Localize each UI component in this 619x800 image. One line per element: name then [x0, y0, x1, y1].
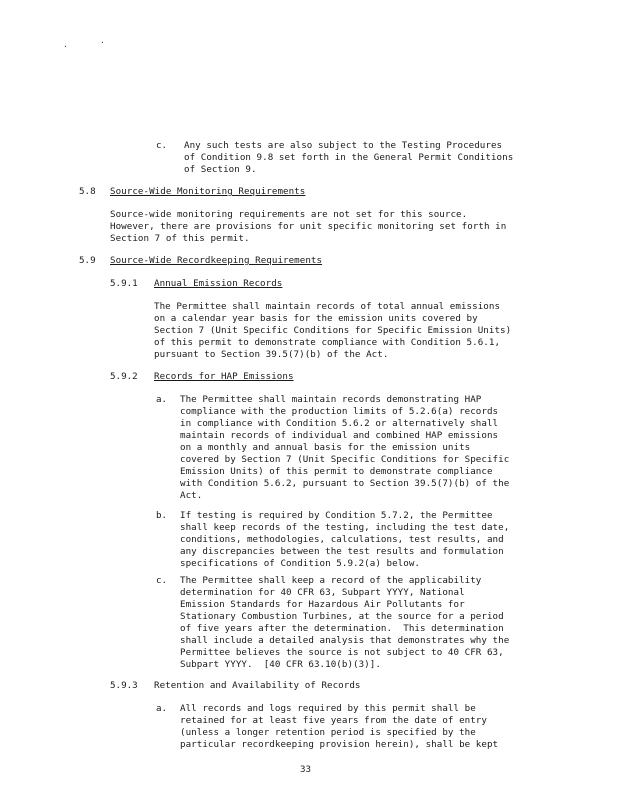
- section-5-9-2-b-line-1: If testing is required by Condition 5.7.2, the Permittee: [180, 510, 493, 521]
- page-number: 33: [300, 764, 312, 775]
- section-5-9-title: Source-Wide Recordkeeping Requirements: [110, 255, 323, 266]
- prev-item-c-line-2: of Condition 9.8 set forth in the General Permit Conditions: [184, 152, 514, 163]
- section-5-9-number: 5.9: [79, 255, 96, 266]
- section-5-9-3-number: 5.9.3: [110, 680, 138, 691]
- section-5-8-line-3: Section 7 of this permit.: [110, 233, 250, 244]
- section-5-9-1-number: 5.9.1: [110, 278, 138, 289]
- section-5-9-2-a-line-5: on a monthly and annual basis for the emission units: [180, 442, 471, 453]
- section-5-9-3-a-marker: a.: [156, 703, 168, 714]
- section-5-8-line-1: Source-wide monitoring requirements are not set for this source.: [110, 209, 468, 220]
- section-5-9-2-a-line-1: The Permittee shall maintain records demonstrating HAP: [180, 394, 482, 405]
- section-5-9-2-c-line-4: Stationary Combustion Turbines, at the source for a period: [180, 611, 504, 622]
- section-5-9-2-a-line-3: in compliance with Condition 5.6.2 or alternatively shall: [180, 418, 499, 429]
- header-mark: .: [63, 40, 68, 49]
- section-5-8-number: 5.8: [79, 186, 96, 197]
- section-5-9-2-c-line-6: shall include a detailed analysis that demonstrates why the: [180, 635, 510, 646]
- section-5-9-3-a-line-2: retained for at least five years from the date of entry: [180, 715, 487, 726]
- section-5-9-2-b-line-2: shall keep records of the testing, including the test date,: [180, 522, 510, 533]
- section-5-8-line-2: However, there are provisions for unit specific monitoring set forth in: [110, 221, 507, 232]
- section-5-9-3-a-line-3: (unless a longer retention period is specified by the: [180, 727, 476, 738]
- section-5-9-1-title: Annual Emission Records: [154, 278, 283, 289]
- section-5-9-2-b-line-5: specifications of Condition 5.9.2(a) below.: [180, 558, 420, 569]
- section-5-9-2-title: Records for HAP Emissions: [154, 371, 294, 382]
- section-5-9-2-c-line-5: of five years after the determination. This determination: [180, 623, 504, 634]
- section-5-8-title: Source-Wide Monitoring Requirements: [110, 186, 306, 197]
- section-5-9-3-title: Retention and Availability of Records: [154, 680, 361, 691]
- section-5-9-2-a-line-6: covered by Section 7 (Unit Specific Conditions for Specific: [180, 454, 510, 465]
- section-5-9-1-line-5: pursuant to Section 39.5(7)(b) of the Act.: [154, 349, 389, 360]
- prev-item-c-marker: c.: [156, 140, 168, 151]
- section-5-9-2-a-line-4: maintain records of individual and combined HAP emissions: [180, 430, 499, 441]
- section-5-9-2-c-line-8: Subpart YYYY. [40 CFR 63.10(b)(3)].: [180, 659, 381, 670]
- prev-item-c-line-1: Any such tests are also subject to the Testing Procedures: [184, 140, 503, 151]
- section-5-9-1-line-3: Section 7 (Unit Specific Conditions for Specific Emission Units): [154, 325, 512, 336]
- section-5-9-2-c-line-2: determination for 40 CFR 63, Subpart YYYY, National: [180, 587, 465, 598]
- section-5-9-2-c-line-7: Permittee believes the source is not subject to 40 CFR 63,: [180, 647, 504, 658]
- section-5-9-2-b-line-4: any discrepancies between the test results and formulation: [180, 546, 504, 557]
- section-5-9-3-a-line-1: All records and logs required by this permit shall be: [180, 703, 476, 714]
- section-5-9-1-line-2: on a calendar year basis for the emission units covered by: [154, 313, 478, 324]
- section-5-9-2-a-marker: a.: [156, 394, 168, 405]
- prev-item-c-line-3: of Section 9.: [184, 164, 257, 175]
- section-5-9-3-a-line-4: particular recordkeeping provision herein), shall be kept: [180, 739, 499, 750]
- section-5-9-2-c-marker: c.: [156, 575, 168, 586]
- section-5-9-2-number: 5.9.2: [110, 371, 138, 382]
- header-mark-2: ·: [100, 38, 105, 47]
- section-5-9-2-c-line-1: The Permittee shall keep a record of the applicability: [180, 575, 482, 586]
- section-5-9-2-b-marker: b.: [156, 510, 168, 521]
- section-5-9-2-a-line-2: compliance with the production limits of 5.2.6(a) records: [180, 406, 499, 417]
- section-5-9-2-a-line-7: Emission Units) of this permit to demonstrate compliance: [180, 466, 493, 477]
- section-5-9-1-line-4: of this permit to demonstrate compliance with Condition 5.6.1,: [154, 337, 501, 348]
- section-5-9-2-c-line-3: Emission Standards for Hazardous Air Pollutants for: [180, 599, 465, 610]
- section-5-9-2-a-line-8: with Condition 5.6.2, pursuant to Section 39.5(7)(b) of the: [180, 478, 510, 489]
- section-5-9-2-a-line-9: Act.: [180, 490, 203, 501]
- section-5-9-2-b-line-3: conditions, methodologies, calculations, test results, and: [180, 534, 504, 545]
- section-5-9-1-line-1: The Permittee shall maintain records of total annual emissions: [154, 301, 501, 312]
